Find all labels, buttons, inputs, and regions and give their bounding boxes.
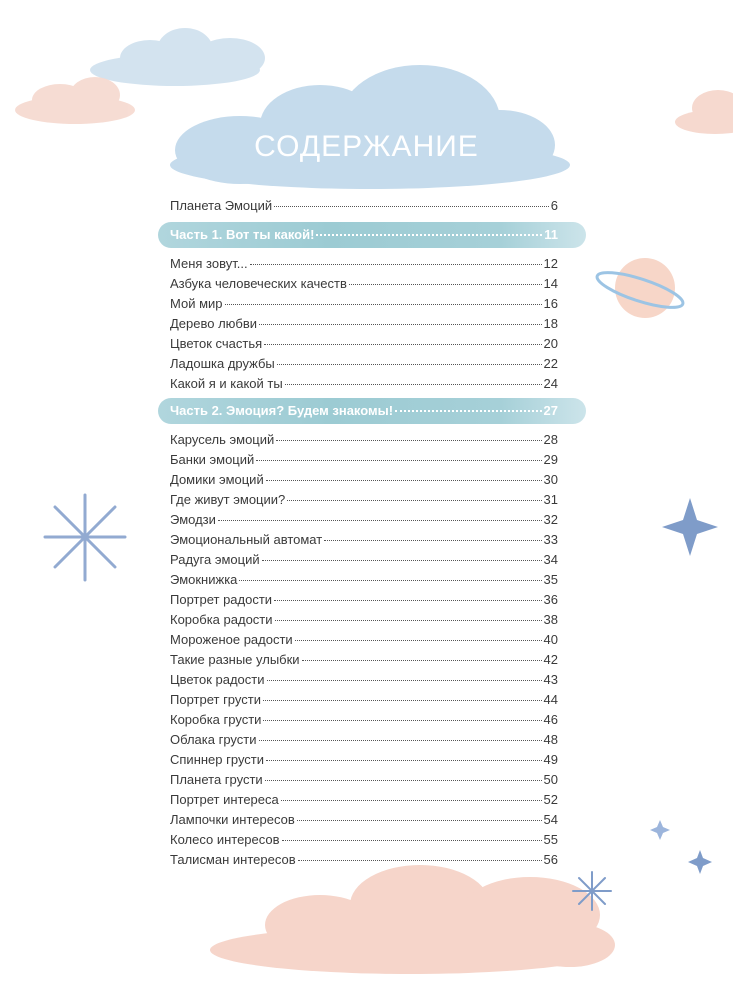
leader-dots bbox=[349, 283, 542, 285]
toc-entry: Банки эмоций 29 bbox=[170, 452, 558, 467]
leader-dots bbox=[264, 343, 541, 345]
planet-icon bbox=[594, 258, 686, 318]
toc-entry: Колесо интересов 55 bbox=[170, 832, 558, 847]
leader-dots bbox=[274, 599, 541, 601]
toc-entry: Портрет интереса 52 bbox=[170, 792, 558, 807]
leader-dots bbox=[266, 759, 542, 761]
leader-dots bbox=[250, 263, 542, 265]
leader-dots bbox=[275, 619, 542, 621]
star-four-point-right bbox=[662, 498, 718, 556]
toc-entry: Коробка радости 38 bbox=[170, 612, 558, 627]
cloud-blue-title bbox=[170, 65, 570, 189]
leader-dots bbox=[225, 303, 542, 305]
leader-dots bbox=[266, 479, 542, 481]
toc-entry: Такие разные улыбки 42 bbox=[170, 652, 558, 667]
leader-dots bbox=[276, 439, 541, 441]
leader-dots bbox=[295, 639, 542, 641]
toc-entry: Талисман интересов 56 bbox=[170, 852, 558, 867]
page-title: СОДЕРЖАНИЕ bbox=[254, 130, 479, 163]
toc-entry: Азбука человеческих качеств 14 bbox=[170, 276, 558, 291]
toc-entry: Цветок счастья 20 bbox=[170, 336, 558, 351]
leader-dots bbox=[282, 839, 542, 841]
cloud-pink-bottom bbox=[210, 865, 615, 974]
toc-entry: Коробка грусти 46 bbox=[170, 712, 558, 727]
leader-dots bbox=[267, 679, 542, 681]
leader-dots bbox=[265, 779, 542, 781]
toc-entry: Какой я и какой ты 24 bbox=[170, 376, 558, 391]
leader-dots bbox=[281, 799, 542, 801]
leader-dots bbox=[287, 499, 541, 501]
toc-entry: Радуга эмоций 34 bbox=[170, 552, 558, 567]
toc-entry: Карусель эмоций 28 bbox=[170, 432, 558, 447]
toc-entry: Портрет радости 36 bbox=[170, 592, 558, 607]
leader-dots bbox=[239, 579, 541, 581]
cloud-pink-right bbox=[675, 90, 733, 134]
toc-entry: Эмокнижка 35 bbox=[170, 572, 558, 587]
toc-entry: Облака грусти 48 bbox=[170, 732, 558, 747]
toc-entry: Где живут эмоции? 31 bbox=[170, 492, 558, 507]
toc-entry: Портрет грусти 44 bbox=[170, 692, 558, 707]
leader-dots bbox=[256, 459, 541, 461]
leader-dots bbox=[316, 233, 542, 236]
star-small-1 bbox=[650, 820, 670, 840]
toc-entry: Планета грусти 50 bbox=[170, 772, 558, 787]
toc-part2-heading: Часть 2. Эмоция? Будем знакомы! 27 bbox=[170, 403, 558, 418]
star-burst-bottom bbox=[573, 872, 611, 910]
leader-dots bbox=[298, 859, 542, 861]
leader-dots bbox=[274, 205, 549, 207]
leader-dots bbox=[302, 659, 542, 661]
toc-entry: Ладошка дружбы 22 bbox=[170, 356, 558, 371]
toc-entry: Эмоциональный автомат 33 bbox=[170, 532, 558, 547]
toc-entry: Мороженое радости 40 bbox=[170, 632, 558, 647]
leader-dots bbox=[324, 539, 541, 541]
leader-dots bbox=[259, 323, 541, 325]
leader-dots bbox=[277, 363, 542, 365]
leader-dots bbox=[218, 519, 542, 521]
leader-dots bbox=[285, 383, 542, 385]
toc-part1-heading: Часть 1. Вот ты какой! 11 bbox=[170, 227, 558, 242]
leader-dots bbox=[395, 409, 541, 412]
star-burst-left bbox=[45, 495, 125, 580]
leader-dots bbox=[297, 819, 542, 821]
cloud-blue-small bbox=[90, 28, 265, 86]
toc-entry: Домики эмоций 30 bbox=[170, 472, 558, 487]
leader-dots bbox=[263, 699, 542, 701]
leader-dots bbox=[262, 559, 542, 561]
leader-dots bbox=[263, 719, 541, 721]
toc-entry-intro: Планета Эмоций 6 bbox=[170, 198, 558, 213]
cloud-pink-left bbox=[15, 77, 135, 124]
toc-entry: Цветок радости 43 bbox=[170, 672, 558, 687]
toc-entry: Дерево любви 18 bbox=[170, 316, 558, 331]
star-small-2 bbox=[688, 850, 712, 874]
toc-entry: Эмодзи 32 bbox=[170, 512, 558, 527]
toc-entry: Меня зовут... 12 bbox=[170, 256, 558, 271]
toc-entry: Мой мир 16 bbox=[170, 296, 558, 311]
leader-dots bbox=[259, 739, 542, 741]
toc-entry: Лампочки интересов 54 bbox=[170, 812, 558, 827]
toc-entry: Спиннер грусти 49 bbox=[170, 752, 558, 767]
